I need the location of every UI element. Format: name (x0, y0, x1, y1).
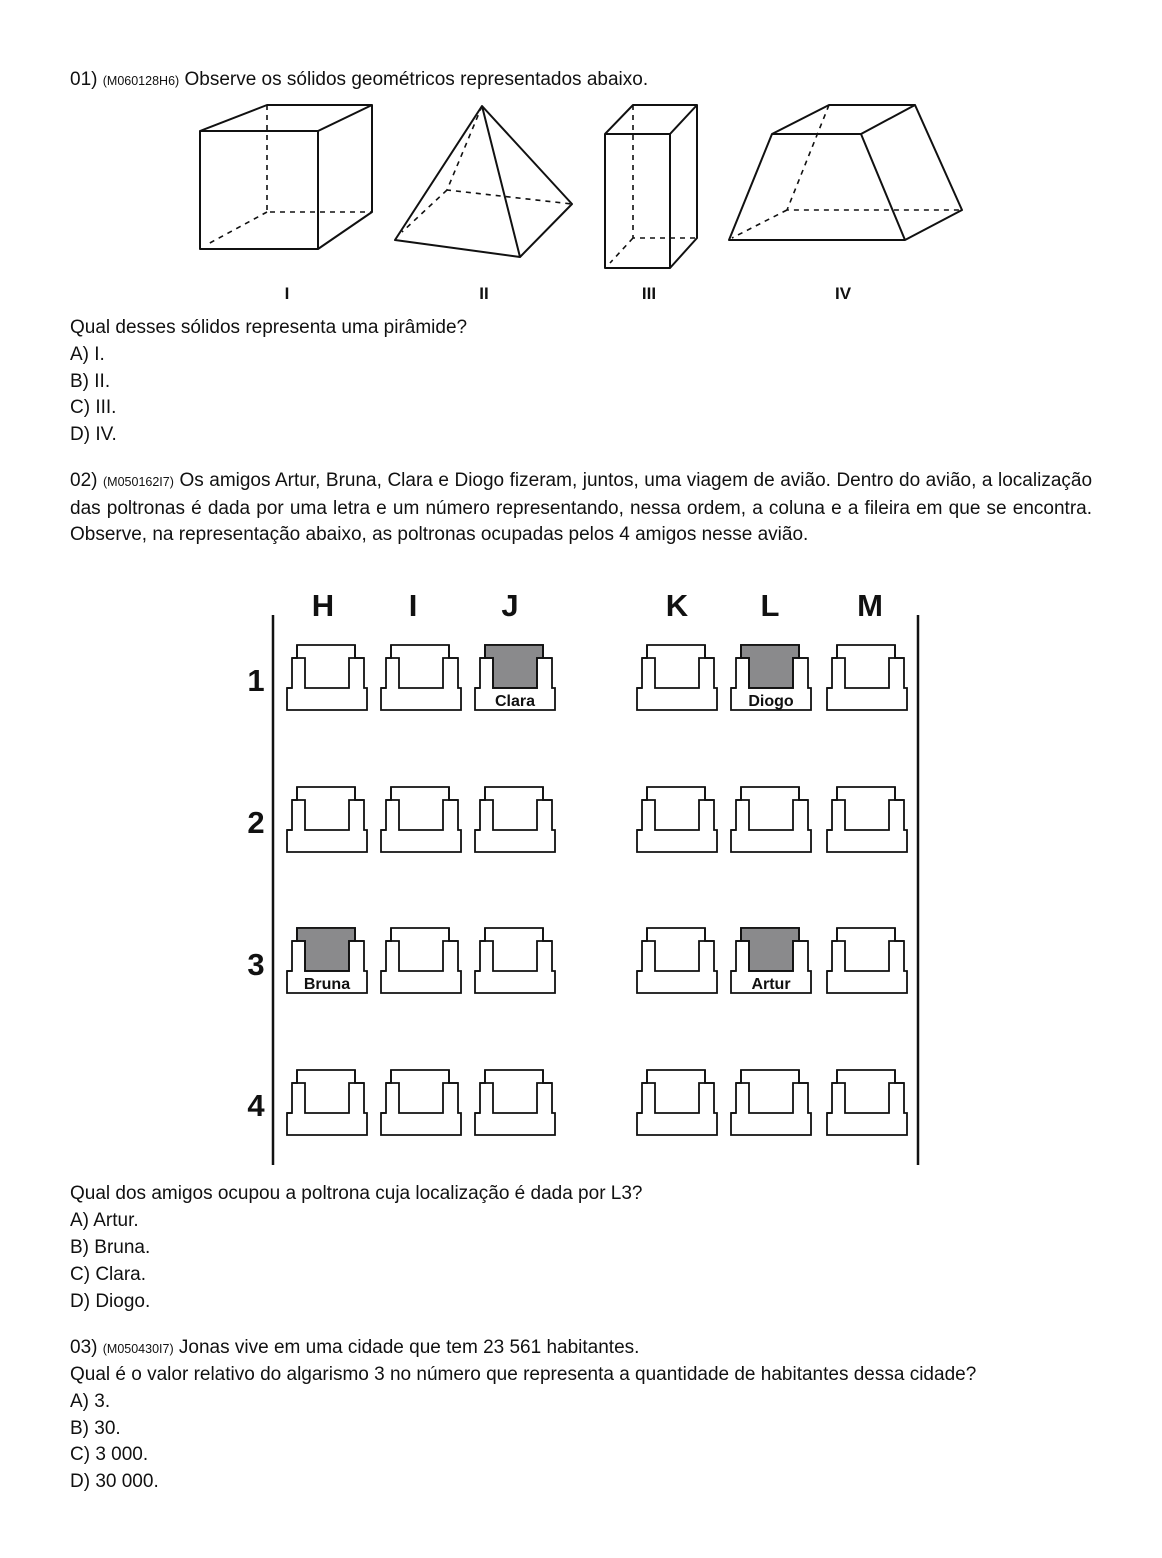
q1-option-b[interactable]: B) II. (70, 371, 111, 392)
seat-K4[interactable] (637, 1070, 717, 1135)
seat-M3[interactable] (827, 928, 907, 993)
solid-label-ii: II (479, 284, 489, 303)
seat-I3[interactable] (381, 928, 461, 993)
seat-occupant-name: Bruna (303, 976, 351, 993)
seat-M1[interactable] (827, 645, 907, 710)
q1-option-d[interactable]: D) IV. (70, 424, 117, 445)
q1-option-a[interactable]: A) I. (70, 344, 105, 365)
seat-L2[interactable] (731, 787, 811, 852)
q1-code: (M060128H6) (102, 74, 180, 88)
seat-H1[interactable] (287, 645, 367, 710)
column-label: M (857, 588, 883, 623)
q1-text: Observe os sólidos geométricos representados abaixo. (184, 69, 649, 90)
q3-number: 03) (70, 1337, 98, 1358)
seat-J2[interactable] (475, 787, 555, 852)
q3-option-b[interactable]: B) 30. (70, 1418, 121, 1439)
q2-text: Os amigos Artur, Bruna, Clara e Diogo fizeram, juntos, uma viagem de avião. Dentro do avião, a localização das poltronas é dada por uma letra e um número representando, nessa ordem, a coluna e a fileira em que se encontra. Observe, na representação abaixo, as poltronas ocupadas pelos 4 amigos nesse avião. (70, 470, 1093, 546)
seat-K2[interactable] (637, 787, 717, 852)
q3-option-d[interactable]: D) 30 000. (70, 1471, 159, 1492)
seat-K3[interactable] (637, 928, 717, 993)
q2-option-c[interactable]: C) Clara. (70, 1264, 147, 1285)
column-label: L (760, 588, 780, 623)
column-label: J (501, 588, 519, 623)
row-label: 2 (247, 805, 265, 840)
q2-option-b[interactable]: B) Bruna. (70, 1237, 151, 1258)
seat-K1[interactable] (637, 645, 717, 710)
column-label: I (408, 588, 418, 623)
solid-label-i: I (284, 284, 290, 303)
seat-J1[interactable] (475, 645, 555, 710)
seat-L4[interactable] (731, 1070, 811, 1135)
seat-I1[interactable] (381, 645, 461, 710)
q3-option-c[interactable]: C) 3 000. (70, 1444, 149, 1465)
seat-I4[interactable] (381, 1070, 461, 1135)
q3-header (70, 1337, 639, 1360)
q3-question: Qual é o valor relativo do algarismo 3 no número que representa a quantidade de habitantes dessa cidade? (70, 1364, 977, 1385)
seat-occupant-name: Clara (494, 693, 536, 710)
q1-number: 01) (70, 69, 98, 90)
column-label: H (311, 588, 335, 623)
q3-code: (M050430I7) (102, 1342, 174, 1356)
q2-question: Qual dos amigos ocupou a poltrona cuja localização é dada por L3? (70, 1183, 643, 1204)
q3-option-a[interactable]: A) 3. (70, 1391, 111, 1412)
row-label: 4 (247, 1088, 265, 1123)
q3-text: Jonas vive em uma cidade que tem 23 561 habitantes. (178, 1337, 640, 1358)
q1-option-c[interactable]: C) III. (70, 397, 117, 418)
seat-J4[interactable] (475, 1070, 555, 1135)
seat-H2[interactable] (287, 787, 367, 852)
q2-option-a[interactable]: A) Artur. (70, 1210, 139, 1231)
solid-label-iv: IV (834, 284, 852, 303)
seat-L3[interactable] (731, 928, 811, 993)
q1-question: Qual desses sólidos representa uma pirâmide? (70, 317, 468, 338)
seat-L1[interactable] (731, 645, 811, 710)
seat-H3[interactable] (287, 928, 367, 993)
solid-label-iii: III (641, 284, 657, 303)
q2-option-d[interactable]: D) Diogo. (70, 1291, 151, 1312)
q2-number: 02) (70, 470, 98, 491)
seat-occupant-name: Artur (751, 976, 791, 993)
seat-M4[interactable] (827, 1070, 907, 1135)
seat-H4[interactable] (287, 1070, 367, 1135)
row-label: 3 (247, 947, 265, 982)
q2-code: (M050162I7) (103, 475, 174, 489)
seat-occupant-name: Diogo (748, 693, 794, 710)
seat-M2[interactable] (827, 787, 907, 852)
column-label: K (665, 588, 689, 623)
seat-I2[interactable] (381, 787, 461, 852)
row-label: 1 (247, 663, 265, 698)
seat-J3[interactable] (475, 928, 555, 993)
